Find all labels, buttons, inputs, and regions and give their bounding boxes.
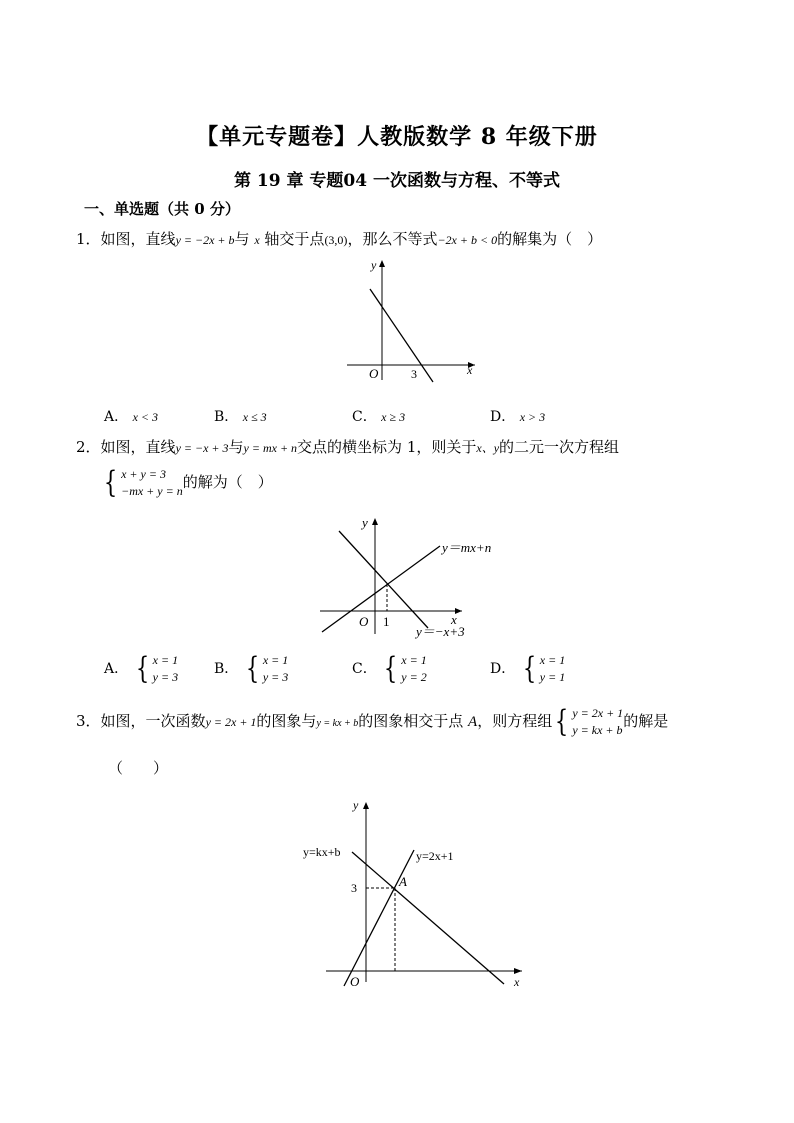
q1-graph xyxy=(335,252,485,387)
question-2-text xyxy=(76,436,619,457)
system-row: x = 1 xyxy=(152,653,179,667)
q2-text-part: 与 xyxy=(228,438,244,456)
q2-line-mx-n xyxy=(322,546,440,632)
q2-option-b[interactable] xyxy=(214,652,288,686)
question-number: 1． xyxy=(76,230,101,248)
q3-x-arrow xyxy=(514,968,522,974)
q3-line-label-2: y=2x+1 xyxy=(416,849,454,863)
option-label: C． xyxy=(352,409,377,425)
system-row: y = 3 xyxy=(262,670,289,684)
q1-point: (3,0) xyxy=(324,233,348,247)
q2-text-part: 的解为（ ） xyxy=(182,473,273,491)
q1-option-c[interactable] xyxy=(352,406,405,426)
q1-text-part: 与 xyxy=(234,230,250,248)
option-value: x < 3 xyxy=(132,410,159,424)
q3-text-part: 的图象与 xyxy=(256,712,317,730)
q2-variables: x、y xyxy=(476,441,500,455)
q1-variable: x xyxy=(254,233,260,247)
q1-text-part: 的解集为（ ） xyxy=(497,230,603,248)
q1-text-part: 如图，直线 xyxy=(100,230,176,248)
q2-line-label-2: y＝−x+3 xyxy=(416,624,465,639)
q1-option-b[interactable] xyxy=(214,406,267,426)
q3-line-label-1: y=kx+b xyxy=(303,845,341,859)
q2-option-d[interactable] xyxy=(490,652,565,686)
q3-origin-label: O xyxy=(350,974,360,989)
q2-option-a[interactable] xyxy=(104,652,178,686)
option-system: { x = 1 y = 2 xyxy=(384,651,427,686)
option-label: A． xyxy=(104,409,129,425)
q3-line-2x-1 xyxy=(344,850,414,986)
q3-text-part: ，则方程组 xyxy=(477,712,553,730)
option-value: x ≥ 3 xyxy=(381,410,406,424)
q2-text-part: 的二元一次方程组 xyxy=(499,438,620,456)
q1-line xyxy=(370,289,433,382)
page-title: 【单元专题卷】人教版数学 8 年级下册 xyxy=(196,124,598,150)
q2-option-c[interactable] xyxy=(352,652,427,686)
system-row: y = 3 xyxy=(152,670,179,684)
q3-x-label: x xyxy=(514,975,520,989)
q2-tick-1: 1 xyxy=(383,614,390,629)
q3-y-arrow xyxy=(363,802,369,809)
q1-option-a[interactable] xyxy=(104,406,158,426)
q2-text-part: 交点的横坐标为 1，则关于 xyxy=(297,438,477,456)
option-system: { x = 1 y = 3 xyxy=(135,651,179,686)
q1-text-part: 轴交于点 xyxy=(264,230,325,248)
system-row: y = 2 xyxy=(401,670,427,684)
page-subtitle: 第 19 章 专题04 一次函数与方程、不等式 xyxy=(234,171,560,191)
q1-origin-label: O xyxy=(369,366,379,381)
option-label: D． xyxy=(490,661,516,677)
system-row: x + y = 3 xyxy=(121,467,166,481)
q2-x-label: x xyxy=(451,612,457,627)
system-row: x = 1 xyxy=(539,653,566,667)
q2-graph xyxy=(312,514,492,644)
q1-y-arrow xyxy=(379,260,385,267)
q3-answer-paren: （ ） xyxy=(108,759,169,777)
q3-graph xyxy=(300,794,540,994)
option-system: { x = 1 y = 3 xyxy=(245,651,289,686)
system-row: y = 1 xyxy=(539,670,566,684)
q3-text-part: 的解是 xyxy=(623,712,669,730)
q2-y-arrow xyxy=(372,518,378,525)
option-label: B． xyxy=(214,409,239,425)
q3-equation-2: y = kx + b xyxy=(316,718,359,729)
q2-equation-system: { x + y = 3 −mx + y = n xyxy=(103,465,183,500)
option-label: C． xyxy=(352,661,377,677)
q1-inequality: −2x + b < 0 xyxy=(437,233,498,247)
question-number: 3． xyxy=(76,712,101,730)
q3-line-kx-b xyxy=(352,852,504,984)
question-number: 2． xyxy=(76,438,101,456)
q2-origin-label: O xyxy=(359,614,369,629)
question-1-text xyxy=(76,228,602,249)
system-row: y = 2x + 1 xyxy=(572,706,624,720)
q1-option-d[interactable] xyxy=(490,406,545,426)
option-value: x ≤ 3 xyxy=(242,410,267,424)
system-row: −mx + y = n xyxy=(121,484,183,498)
option-label: D． xyxy=(490,409,516,425)
option-system: { x = 1 y = 1 xyxy=(522,651,566,686)
q2-line-label-1: y＝mx+n xyxy=(442,540,492,555)
system-row: x = 1 xyxy=(401,653,427,667)
q2-text-part: 如图，直线 xyxy=(100,438,176,456)
question-2-system xyxy=(101,466,273,500)
q1-x-label: x xyxy=(467,363,473,377)
option-label: A． xyxy=(104,661,129,677)
section-heading: 一、单选题（共 0 分） xyxy=(84,200,240,218)
option-value: x > 3 xyxy=(519,410,546,424)
q3-text-part: 如图，一次函数 xyxy=(100,712,206,730)
q1-text-part: ，那么不等式 xyxy=(347,230,438,248)
q3-tick-3: 3 xyxy=(351,881,357,895)
system-row: x = 1 xyxy=(262,653,289,667)
q3-equation-system: { y = 2x + 1 y = kx + b xyxy=(555,704,624,739)
q3-y-label: y xyxy=(353,798,359,812)
q3-equation-1: y = 2x + 1 xyxy=(205,715,257,729)
q1-tick-3: 3 xyxy=(411,367,417,381)
q2-y-label: y xyxy=(362,515,368,530)
question-3-text xyxy=(76,705,668,739)
q1-y-label: y xyxy=(371,258,377,272)
q3-text-part: 的图象相交于点 xyxy=(358,712,464,730)
option-label: B． xyxy=(214,661,239,677)
q2-equation-2: y = mx + n xyxy=(243,441,298,455)
q3-point-a: A xyxy=(468,714,478,730)
q1-equation: y = −2x + b xyxy=(175,233,235,247)
system-row: y = kx + b xyxy=(572,723,623,737)
q3-point-a-label: A xyxy=(399,874,407,889)
q2-equation-1: y = −x + 3 xyxy=(175,441,229,455)
